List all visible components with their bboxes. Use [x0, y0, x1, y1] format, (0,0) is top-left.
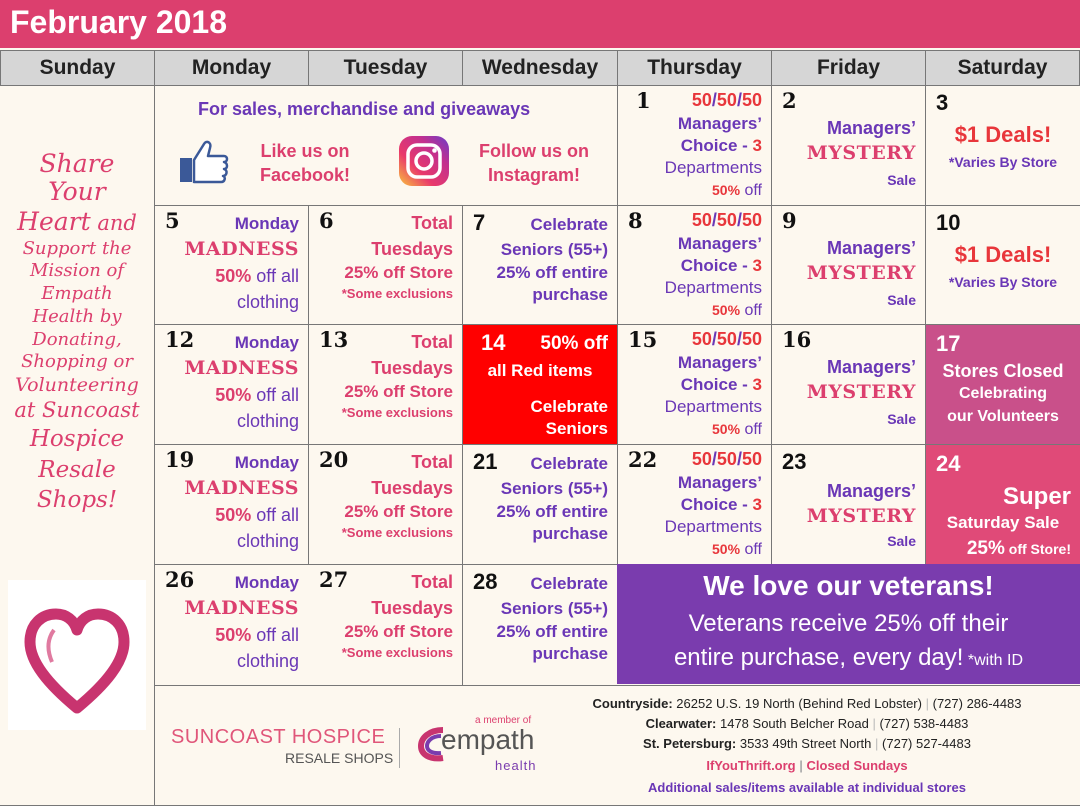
closed-sundays: Closed Sundays: [806, 758, 908, 773]
day-header-wednesday: Wednesday: [462, 50, 618, 86]
friday-line: Sale: [887, 172, 916, 188]
wednesday-line: Seniors (55+): [500, 599, 608, 618]
day-cell-feb-5: [155, 206, 308, 324]
footer: [155, 686, 1080, 806]
wednesday-line: purchase: [532, 285, 608, 304]
instagram-link[interactable]: [470, 139, 598, 187]
facebook-like-icon[interactable]: [178, 138, 230, 191]
location-phone: (727) 286-4483: [932, 696, 1022, 711]
friday-mystery: MYSTERY: [806, 381, 916, 403]
choice-text: Choice -: [680, 136, 753, 155]
feb24-discount: [967, 538, 1071, 560]
tuesday-exclusions: *Some exclusions: [341, 286, 453, 301]
day-number: 13: [319, 327, 349, 352]
day-number: 7: [473, 210, 486, 235]
thursday-line: [681, 495, 762, 515]
day-number: 3: [936, 90, 949, 115]
tuesday-line: Tuesdays: [371, 239, 453, 259]
social-header: For sales, merchandise and giveaways: [198, 99, 531, 119]
veterans-line: Veterans receive 25% off their: [688, 610, 1009, 637]
monday-line: clothing: [236, 292, 299, 312]
discount-off: off: [740, 302, 762, 319]
day-number: 22: [628, 447, 658, 472]
additional-note: Additional sales/items available at individual stores: [648, 780, 966, 795]
day-cell-feb-20: [309, 445, 462, 564]
discount-pct: 50%: [215, 266, 252, 286]
wednesday-line: 25% off entire: [496, 622, 608, 641]
discount-off: off Store!: [1004, 541, 1071, 557]
discount-pct: 50%: [215, 625, 252, 645]
location-name: St. Petersburg:: [643, 736, 737, 751]
empath-text: empath: [441, 724, 535, 755]
tuesday-line: 25% off Store: [344, 502, 453, 521]
feb24-line: Super: [1002, 483, 1071, 510]
location-countryside: Countryside: 26252 U.S. 19 North (Behind Red Lobster) | (727) 286-4483: [592, 696, 1022, 711]
friday-line: Managers’: [826, 238, 916, 258]
monday-discount: [215, 266, 299, 287]
choice-number: 3: [752, 495, 762, 514]
thursday-line: Departments: [664, 517, 762, 536]
wednesday-line: purchase: [532, 524, 608, 543]
instagram-icon[interactable]: [398, 135, 450, 192]
fifty: 50: [691, 210, 712, 230]
sidebar-line: Resale: [38, 456, 116, 483]
location-address: 3533 49th Street North: [736, 736, 872, 751]
tuesday-exclusions: *Some exclusions: [341, 525, 453, 540]
thursday-discount: [712, 182, 762, 200]
monday-discount: [215, 385, 299, 406]
day-cell-feb-24: [926, 445, 1080, 564]
monday-line: clothing: [236, 411, 299, 431]
instagram-line2: Instagram!: [487, 165, 581, 185]
monday-discount: [215, 505, 299, 526]
fifty-fifty-fifty: [692, 210, 762, 231]
monday-discount: [215, 625, 299, 646]
varies-note: *Varies By Store: [948, 154, 1058, 170]
slash: /: [711, 90, 717, 110]
sidebar-line: Shopping or: [21, 351, 133, 373]
tuesday-line: Total: [411, 452, 453, 472]
day-cell-feb-8: [618, 206, 771, 324]
day-header-saturday: Saturday: [925, 50, 1080, 86]
day-cell-feb-14: [463, 325, 617, 444]
discount-off: off all: [251, 625, 299, 645]
day-number: 20: [319, 447, 349, 472]
fifty: 50: [691, 449, 712, 469]
choice-number: 3: [752, 375, 762, 394]
sidebar-line: Support the: [22, 237, 132, 259]
heart-logo: [8, 580, 146, 730]
day-cell-feb-6: [309, 206, 462, 324]
monday-line: clothing: [236, 531, 299, 551]
day-cell-feb-17: [926, 325, 1080, 444]
day-cell-feb-16: [772, 325, 925, 444]
feb24-line: Saturday Sale: [946, 513, 1060, 532]
fifty: 50: [716, 449, 737, 469]
day-cell-feb-21: [463, 445, 617, 564]
page-title: February 2018: [10, 4, 228, 40]
fifty: 50: [691, 329, 712, 349]
day-number: 9: [782, 208, 797, 233]
sidebar-line: Heart: [17, 207, 91, 236]
day-header-friday: Friday: [771, 50, 926, 86]
tuesday-exclusions: *Some exclusions: [341, 645, 453, 660]
sidebar-line: Donating,: [32, 328, 122, 350]
wednesday-line: Seniors (55+): [500, 240, 608, 259]
friday-mystery: MYSTERY: [806, 505, 916, 527]
slash: /: [711, 210, 717, 230]
monday-line: Monday: [234, 214, 299, 233]
empath-sub: health: [495, 758, 537, 773]
location-clearwater: Clearwater: 1478 South Belcher Road | (727) 538-4483: [645, 716, 969, 731]
day-cell-feb-2: [772, 86, 925, 205]
thursday-line: [681, 256, 762, 276]
day-cell-feb-3: [926, 86, 1080, 205]
day-cell-feb-9: [772, 206, 925, 324]
wednesday-line: purchase: [532, 644, 608, 663]
feb14-line: 50% off: [540, 333, 608, 354]
day-cell-feb-28: [463, 565, 617, 685]
wednesday-line: Celebrate: [530, 215, 608, 234]
discount-off: off all: [251, 266, 299, 286]
dollar-deals: $1 Deals!: [954, 122, 1052, 147]
slash: /: [711, 449, 717, 469]
thursday-discount: [712, 541, 762, 559]
suncoast-logo-sub: RESALE SHOPS: [285, 750, 394, 766]
slash: /: [711, 329, 717, 349]
slash: /: [736, 90, 742, 110]
choice-number: 3: [752, 136, 762, 155]
day-number: 1: [636, 88, 651, 113]
fifty: 50: [741, 210, 762, 230]
thursday-line: [681, 375, 762, 395]
sidebar-line: Share Your: [39, 149, 115, 206]
veterans-banner: [617, 564, 1080, 684]
day-number: 14: [481, 330, 506, 355]
fifty: 50: [741, 329, 762, 349]
day-cell-feb-26: [155, 565, 308, 685]
day-number: 23: [782, 449, 807, 474]
day-cell-feb-15: [618, 325, 771, 444]
day-cell-feb-19: [155, 445, 308, 564]
location-phone: (727) 527-4483: [882, 736, 971, 751]
thursday-discount: [712, 302, 762, 320]
monday-line: clothing: [236, 651, 299, 671]
friday-line: Sale: [887, 411, 916, 427]
feb17-line: our Volunteers: [947, 408, 1059, 425]
day-header-tuesday: Tuesday: [308, 50, 463, 86]
location-phone: (727) 538-4483: [879, 716, 969, 731]
fifty: 50: [741, 90, 762, 110]
feb14-line: Seniors: [545, 419, 608, 438]
day-number: 26: [165, 567, 195, 592]
facebook-line1: Like us on: [260, 141, 350, 161]
day-number: 17: [936, 331, 961, 356]
discount-pct: 25%: [966, 538, 1005, 559]
day-number: 19: [165, 447, 195, 472]
day-number: 5: [165, 208, 180, 233]
facebook-link[interactable]: [250, 139, 360, 187]
thursday-line: Departments: [664, 158, 762, 177]
veterans-note: *with ID: [963, 652, 1024, 669]
varies-note: *Varies By Store: [948, 274, 1058, 290]
fifty: 50: [716, 90, 737, 110]
sidebar-line: Mission of: [29, 260, 125, 282]
dollar-deals: $1 Deals!: [954, 242, 1052, 267]
website-link[interactable]: IfYouThrift.org: [706, 758, 796, 773]
day-number: 24: [936, 451, 961, 476]
fifty: 50: [741, 449, 762, 469]
day-number: 21: [473, 449, 498, 474]
friday-line: Managers’: [826, 118, 916, 138]
day-number: 27: [319, 567, 349, 592]
fifty: 50: [716, 329, 737, 349]
thursday-line: Departments: [664, 397, 762, 416]
logo-area: [165, 715, 537, 778]
sidebar-line: Health by: [32, 305, 122, 327]
wednesday-line: 25% off entire: [496, 502, 608, 521]
discount-pct: 50%: [215, 385, 252, 405]
choice-text: Choice -: [680, 495, 753, 514]
facebook-line2: Facebook!: [259, 165, 351, 185]
fifty: 50: [691, 90, 712, 110]
monday-line: Monday: [234, 573, 299, 592]
day-cell-feb-27: [309, 565, 462, 685]
sidebar-message: [8, 150, 146, 513]
discount-off: off: [740, 182, 762, 199]
veterans-headline: We love our veterans!: [703, 570, 994, 601]
wednesday-line: Celebrate: [530, 454, 608, 473]
day-number: 10: [936, 210, 961, 235]
day-number: 28: [473, 569, 498, 594]
wednesday-line: 25% off entire: [496, 263, 608, 282]
suncoast-logo-name: SUNCOAST HOSPICE: [171, 726, 386, 748]
thursday-line: Managers’: [677, 473, 762, 492]
tuesday-line: Total: [411, 332, 453, 352]
friday-line: Managers’: [826, 481, 916, 501]
friday-line: Managers’: [826, 357, 916, 377]
discount-pct: 50%: [712, 541, 741, 557]
tuesday-exclusions: *Some exclusions: [341, 405, 453, 420]
sidebar-line: Volunteering: [15, 374, 139, 397]
location-address: 26252 U.S. 19 North (Behind Red Lobster): [672, 696, 922, 711]
feb14-line: all Red items: [487, 361, 593, 380]
wednesday-line: Celebrate: [530, 574, 608, 593]
day-cell-feb-12: [155, 325, 308, 444]
monday-line: Monday: [234, 453, 299, 472]
choice-number: 3: [752, 256, 762, 275]
discount-pct: 50%: [712, 182, 741, 198]
thursday-line: Departments: [664, 278, 762, 297]
friday-line: Sale: [887, 533, 916, 549]
day-cell-feb-13: [309, 325, 462, 444]
discount-off: off: [740, 421, 762, 438]
day-number: 12: [165, 327, 195, 352]
tuesday-line: Total: [411, 213, 453, 233]
day-cell-feb-22: [618, 445, 771, 564]
fifty-fifty-fifty: [692, 449, 762, 470]
day-header-thursday: Thursday: [617, 50, 772, 86]
day-number: 2: [782, 88, 797, 113]
sidebar-line: and: [97, 211, 137, 235]
sidebar-line: Empath: [41, 283, 113, 305]
day-cell-feb-1: [618, 86, 771, 205]
discount-off: off all: [251, 385, 299, 405]
fifty-fifty-fifty: [692, 90, 762, 111]
feb17-line: Celebrating: [958, 385, 1047, 402]
heart-icon: [8, 580, 146, 730]
wednesday-line: Seniors (55+): [500, 479, 608, 498]
monday-madness: MADNESS: [184, 238, 299, 260]
friday-mystery: MYSTERY: [806, 142, 916, 164]
day-cell-feb-7: [463, 206, 617, 324]
slash: /: [736, 449, 742, 469]
monday-madness: MADNESS: [184, 597, 299, 619]
location-name: Clearwater:: [645, 716, 717, 731]
monday-madness: MADNESS: [184, 477, 299, 499]
feb14-line: Celebrate: [530, 397, 608, 416]
discount-off: off: [740, 541, 762, 558]
location-address: 1478 South Belcher Road: [716, 716, 869, 731]
friday-mystery: MYSTERY: [806, 262, 916, 284]
member-of-text: a member of: [475, 715, 532, 726]
monday-madness: MADNESS: [184, 357, 299, 379]
sidebar-line: Hospice: [29, 426, 125, 453]
thursday-line: Managers’: [677, 234, 762, 253]
tuesday-line: Tuesdays: [371, 478, 453, 498]
feb17-line: Stores Closed: [942, 361, 1064, 381]
website-line: IfYouThrift.org | Closed Sundays: [706, 758, 908, 773]
discount-pct: 50%: [712, 421, 741, 437]
day-header-monday: Monday: [154, 50, 309, 86]
veterans-text: entire purchase, every day!: [673, 644, 964, 671]
choice-text: Choice -: [680, 256, 753, 275]
locations: [542, 694, 1072, 798]
thursday-line: Managers’: [677, 114, 762, 133]
slash: /: [736, 329, 742, 349]
friday-line: Sale: [887, 292, 916, 308]
slash: /: [736, 210, 742, 230]
day-cell-feb-10: [926, 206, 1080, 324]
day-number: 6: [319, 208, 334, 233]
tuesday-line: 25% off Store: [344, 263, 453, 282]
tuesday-line: 25% off Store: [344, 382, 453, 401]
fifty: 50: [716, 210, 737, 230]
discount-pct: 50%: [712, 302, 741, 318]
monday-line: Monday: [234, 333, 299, 352]
tuesday-line: Tuesdays: [371, 358, 453, 378]
discount-off: off all: [251, 505, 299, 525]
choice-text: Choice -: [680, 375, 753, 394]
discount-pct: 50%: [215, 505, 252, 525]
day-header-sunday: Sunday: [0, 50, 155, 86]
thursday-discount: [712, 421, 762, 439]
instagram-line1: Follow us on: [479, 141, 589, 161]
fifty-fifty-fifty: [692, 329, 762, 350]
thursday-line: [681, 136, 762, 156]
day-number: 16: [782, 327, 812, 352]
day-number: 15: [628, 327, 658, 352]
veterans-line: [617, 644, 1080, 672]
location-st-petersburg: St. Petersburg: 3533 49th Street North | (727) 527-4483: [643, 736, 971, 751]
day-number: 8: [628, 208, 643, 233]
logo-divider: [399, 728, 400, 768]
tuesday-line: Tuesdays: [371, 598, 453, 618]
sidebar-line: at Suncoast: [14, 398, 140, 423]
tuesday-line: 25% off Store: [344, 622, 453, 641]
tuesday-line: Total: [411, 572, 453, 592]
location-name: Countryside:: [592, 696, 673, 711]
day-cell-feb-23: [772, 445, 925, 564]
thursday-line: Managers’: [677, 353, 762, 372]
sidebar-line: Shops!: [36, 486, 118, 513]
